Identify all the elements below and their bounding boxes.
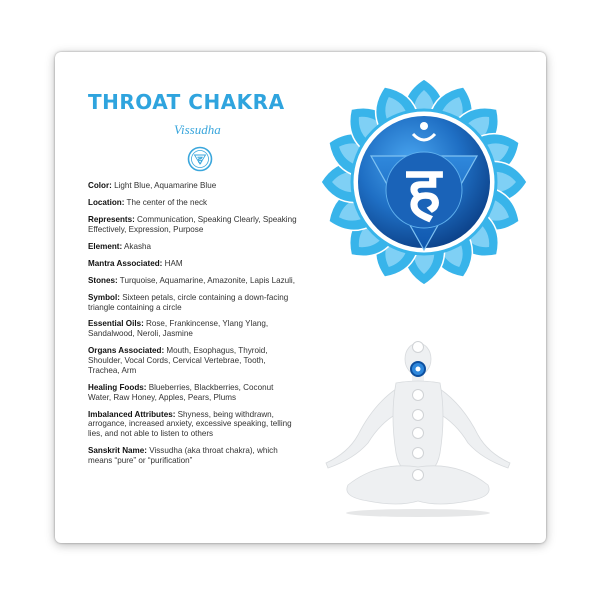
meditating-figure bbox=[318, 335, 518, 520]
svg-text:ह: ह bbox=[407, 154, 441, 228]
attr-color: Color: Light Blue, Aquamarine Blue bbox=[88, 181, 217, 190]
chakra-point bbox=[413, 342, 424, 353]
attr-symbol: Symbol: Sixteen petals, circle containing a down-facing triangle containing a circle bbox=[88, 292, 289, 312]
attr-essential-oils: Essential Oils: Rose, Frankincense, Ylang Ylang, Sandalwood, Neroli, Jasmine bbox=[88, 319, 269, 339]
chakra-point-active-center bbox=[416, 367, 421, 372]
attr-stones: Stones: Turquoise, Aquamarine, Amazonite, Lapis Lazuli, bbox=[88, 275, 295, 285]
attr-organs: Organs Associated: Mouth, Esophagus, Thyroid, Shoulder, Vocal Cords, Cervical Vertebrae, Tooth, Trachea, Arm bbox=[88, 346, 268, 375]
attr-imbalanced: Imbalanced Attributes: Shyness, being withdrawn, arrogance, increased anxiety, excessive speaking, telling lies, and not able to listen to others bbox=[88, 409, 292, 439]
attr-represents: Represents: Communication, Speaking Clearly, Speaking Effectively, Expression, Purpose bbox=[88, 214, 297, 234]
chakra-point bbox=[413, 448, 424, 459]
attr-healing-foods: Healing Foods: Blueberries, Blackberries, Coconut Water, Raw Honey, Apples, Pears, Plums bbox=[88, 382, 274, 402]
attr-mantra: Mantra Associated: HAM bbox=[88, 258, 183, 268]
chakra-point bbox=[413, 470, 424, 481]
chakra-point bbox=[413, 428, 424, 439]
svg-text:ह: ह bbox=[197, 155, 203, 166]
attribute-list bbox=[88, 181, 298, 473]
attr-location: Location: The center of the neck bbox=[88, 197, 208, 207]
page-title: THROAT CHAKRA bbox=[88, 90, 285, 114]
page-subtitle: Vissudha bbox=[174, 122, 221, 137]
attr-sanskrit-name: Sanskrit Name: Vissudha (aka throat chakra), which means “pure” or “purification” bbox=[88, 446, 278, 465]
chakra-point bbox=[413, 390, 424, 401]
small-chakra-symbol-icon bbox=[187, 146, 213, 172]
throat-chakra-symbol-icon bbox=[318, 76, 530, 288]
chakra-point bbox=[413, 410, 424, 421]
attr-element: Element: Akasha bbox=[88, 241, 151, 251]
